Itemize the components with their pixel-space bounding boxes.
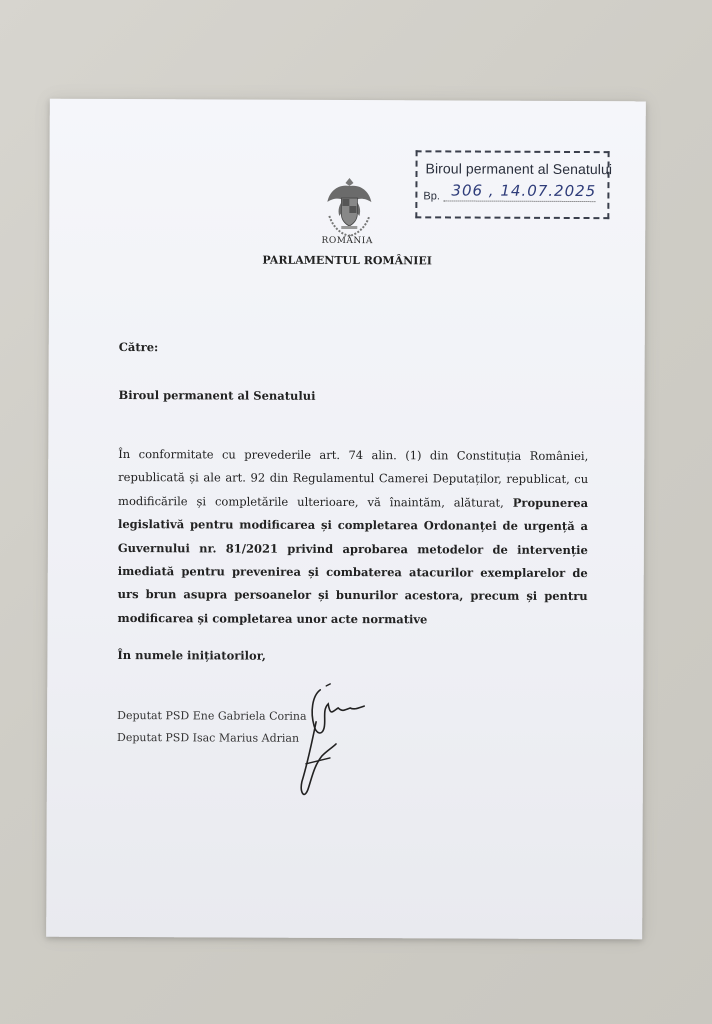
- body-bill-title: Propunerea legislativă pentru modificarea și completarea Ordonanței de urgență a Guvernului nr. 81/2021 privind aprobarea metodelor de intervenție imediată pentru prevenirea și combaterea atacurilor exemplarelor de urs brun asupra persoanelor și bunurilor acestora, precum și pentru modificarea și completarea unor acte normative: [117, 495, 589, 627]
- signature-icon: [292, 682, 383, 807]
- country-name: ROMÂNIA: [321, 235, 373, 247]
- letter-body: [118, 443, 589, 632]
- deputy-name: Deputat PSD Ene Gabriela Corina: [117, 709, 307, 723]
- stamp-prefix: Bp.: [423, 190, 440, 203]
- coat-of-arms-icon: [319, 176, 379, 238]
- stamp-dotted-line: [443, 200, 595, 202]
- institution-name: PARLAMENTUL ROMÂNIEI: [262, 253, 432, 268]
- addressee: Biroul permanent al Senatului: [118, 388, 316, 403]
- deputy-name: Deputat PSD Isac Marius Adrian: [117, 731, 300, 745]
- document-page: [46, 99, 646, 940]
- to-label: Către:: [118, 340, 159, 355]
- stamp-handwritten-number: 306 , 14.07.2025: [451, 181, 597, 201]
- stamp-title: Biroul permanent al Senatului: [425, 160, 613, 178]
- on-behalf-line: În numele inițiatorilor,: [117, 648, 266, 663]
- registration-stamp: [415, 150, 613, 219]
- body-intro: În conformitate cu prevederile art. 74 alin. (1) din Constituția României, republicată și ale art. 92 din Regulamentul Camerei Deputaților, republicat, cu modificările și completările ulterioare, vă înaintăm, alăturat,: [118, 447, 589, 510]
